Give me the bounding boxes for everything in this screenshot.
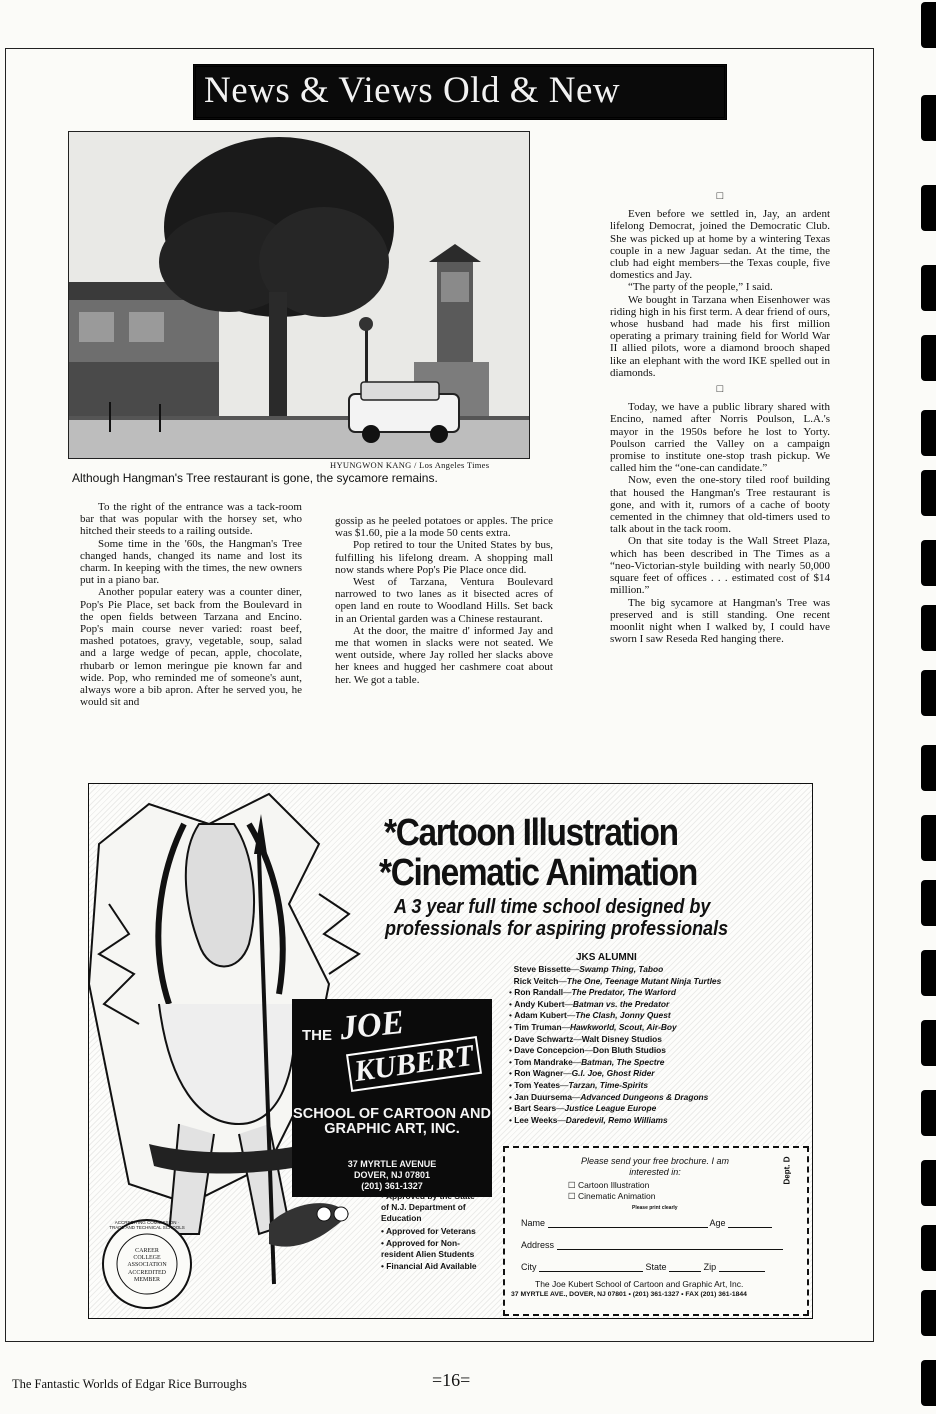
section-banner [193,64,727,120]
list-item: • Ron Randall—The Predator, The Warlord [509,987,677,998]
address-row [521,1240,783,1250]
brochure-request-coupon [503,1146,809,1316]
name-label: Name [521,1218,546,1228]
paragraph: gossip as he peeled potatoes or apples. The price was $1.60, pie a la mode 50 cents extra. [335,515,553,540]
section-separator: □ [716,383,724,396]
ad-tagline-2: professionals for aspiring professionals [385,918,729,940]
state-label: State [645,1262,667,1272]
paragraph: The big sycamore at Hangman's Tree was preserved and is still standing. One recent moonlit night when I walked by, I could have sworn I saw Reseda Red hanging there. [610,596,830,646]
address-label: Address [521,1240,555,1250]
school-advertisement [88,783,813,1319]
list-item: • Tim Truman—Hawkworld, Scout, Air-Boy [509,1021,677,1032]
paragraph: We bought in Tarzana when Eisenhower was riding high in his first term. A dear friend of ours, whose husband had made his first million operating a primary training field for World War II allied pilots, wore a diamond brooch shaped like an elephant with the word IKE spelled out in diamonds. [610,293,830,379]
list-item: • Approved by the State of N.J. Department of Education [381,1191,475,1224]
logo-the: THE [302,1027,332,1044]
paragraph: “The party of the people,” I said. [628,281,773,294]
option-label: Cinematic Animation [577,1191,656,1201]
coupon-address-line: 37 MYRTLE AVE., DOVER, NJ 07801 • (201) 361-1327 • FAX (201) 361-1844 [511,1291,747,1298]
article-column-1 [80,501,302,708]
page-number: =16= [432,1370,471,1390]
address-field[interactable] [557,1240,783,1250]
paragraph: Pop retired to tour the United States by bus, fulfilling his lifelong dream. A shopping mall now stands where Pop's Pie Place once did. [335,539,553,576]
state-field[interactable] [669,1262,701,1272]
paragraph: To the right of the entrance was a tack-room bar that was popular with the horsey set, who hitched their steeds to a railing outside. [80,501,302,538]
school-address [292,1159,492,1192]
age-label: Age [709,1218,726,1228]
school-name: SCHOOL OF CARTOON AND GRAPHIC ART, INC. [293,1106,491,1137]
ad-headline-2: *Cinematic Animation [379,852,697,894]
list-item: • Approved for Non-resident Alien Students [381,1237,475,1260]
news-photo [68,131,530,459]
list-item: • Adam Kubert—The Clash, Jonny Quest [509,1010,671,1021]
alumni-heading: JKS ALUMNI [576,952,637,963]
article-column-3 [610,186,830,645]
paragraph: Another popular eatery was a counter diner, Pop's Pie Place, set back from the Boulevard in the open fields between Tarzana and Encino. Pop's main course never varied: roast beef, mashed potatoes, gravy, vegetable, soup, salad and a large wedge of pecan, apple, chocolate, rhubarb or lemon meringue pie known far and wide. Pop, who reminded me of someone's aunt, always wore a bib apron. After he served you, he would sit and [80,586,302,709]
coupon-dept: Dept. D [782,1156,792,1185]
coupon-request-text: Please send your free brochure. I am interested in: [580,1156,730,1177]
list-item: • Tom Mandrake—Batman, The Spectre [509,1056,665,1067]
list-item: • Approved for Veterans [381,1225,476,1236]
zip-label: Zip [703,1262,717,1272]
print-note: Please print clearly [632,1205,678,1211]
list-item: • Dave Concepcion—Don Bluth Studios [509,1045,666,1056]
list-item: • Ron Wagner—G.I. Joe, Ghost Rider [509,1068,655,1079]
option-label: Cartoon Illustration [577,1180,650,1190]
list-item: • Jan Duursema—Advanced Dungeons & Dragons [509,1091,709,1102]
seal-center-1: CAREER COLLEGE ASSOCIATION [127,1248,167,1268]
zip-field[interactable] [719,1262,765,1272]
school-phone: (201) 361-1327 [361,1181,423,1191]
city-state-zip-row [521,1262,765,1272]
alumni-list [509,964,721,1126]
paragraph: Even before we settled in, Jay, an ardent lifelong Democrat, joined the Democratic Club. She was picked up at home by a wintering Texas couple in a new Jaguar sedan. At the time, the club had eight members—the Texas couple, five domestics and Jay. [610,208,830,282]
paragraph: Some time in the '60s, the Hangman's Tree changed hands, changed its name and lost its charm. In keeping with the times, the new owners put in a piano bar. [80,537,302,587]
binding-holes [908,0,936,1414]
logo-kubert: KUBERT [346,1036,482,1092]
ad-tagline-1: A 3 year full time school designed by [394,896,711,918]
article-column-2 [335,515,553,686]
accreditation-seal [97,1214,217,1314]
approvals-list [381,1191,481,1273]
list-item: • Andy Kubert—Batman vs. the Predator [509,998,670,1009]
ad-headline-1: *Cartoon Illustration [384,812,678,854]
photo-illustration [69,132,529,458]
section-separator: □ [716,190,724,202]
paragraph: West of Tarzana, Ventura Boulevard narrowed to two lanes as it bisected acres of open land en route to Woodland Hills. Set back in an Oriental garden was a Chinese restaurant. [335,576,553,625]
seal-ring-text: ACCREDITING COMMISSION · TRADE AND TECHNICAL SCHOOLS [109,1220,185,1230]
option-cinematic-animation[interactable]: ☐ Cinematic Animation [568,1191,656,1201]
school-street: 37 MYRTLE AVENUE [347,1159,437,1169]
banner-title: News & Views Old & New [204,70,621,111]
list-item: • Bart Sears—Justice League Europe [509,1103,657,1114]
age-field[interactable] [728,1218,772,1228]
paragraph: On that site today is the Wall Street Plaza, which has been described in The Times as a “neo-Victorian-style building with nearly 50,000 square feet of offices . . . estimated cost of $14 million.” [610,535,830,597]
paragraph: Now, even the one-story tiled roof building that housed the Hangman's Tree restaurant is gone, and with it, rumors of a cache of booty cemented in the chimney that old-timers used to talk about in the tack room. [610,474,830,536]
seal-center-2: ACCREDITED MEMBER [128,1270,166,1283]
list-item: Rick Veitch—The One, Teenage Mutant Ninja Turtles [513,975,722,986]
coupon-school-line: The Joe Kubert School of Cartoon and Graphic Art, Inc. [535,1279,744,1289]
logo-joe: JOE [338,1003,406,1048]
school-city: DOVER, NJ 07801 [353,1170,431,1180]
city-label: City [521,1262,537,1272]
photo-credit: HYUNGWON KANG / Los Angeles Times [330,460,490,470]
list-item: • Lee Weeks—Daredevil, Remo Williams [509,1114,668,1125]
name-field[interactable] [548,1218,708,1228]
option-cartoon-illustration[interactable]: ☐ Cartoon Illustration [568,1180,650,1190]
school-logo-block [292,999,492,1197]
list-item: Steve Bissette—Swamp Thing, Taboo [513,964,664,974]
photo-caption: Although Hangman's Tree restaurant is gone, the sycamore remains. [72,471,438,485]
list-item: • Tom Yeates—Tarzan, Time-Spirits [509,1079,649,1090]
city-field[interactable] [539,1262,643,1272]
publication-name: The Fantastic Worlds of Edgar Rice Burroughs [12,1377,247,1391]
list-item: • Dave Schwartz—Walt Disney Studios [509,1033,662,1044]
list-item: • Financial Aid Available [381,1261,477,1272]
name-age-row [521,1218,772,1228]
paragraph: Today, we have a public library shared with Encino, named after Norris Poulson, L.A.'s mayor in the 1950s before he lost to Yorty. Poulson carried the Valley on a campaign promise to institute one-stop trash pickup. We called him the “one-can candidate.” [610,401,830,475]
paragraph: At the door, the maitre d' informed Jay and me that women in slacks were not seated. We went outside, where Jay rolled her slacks above her knees and hugged her cashmere coat about her. We got a table. [335,624,553,686]
